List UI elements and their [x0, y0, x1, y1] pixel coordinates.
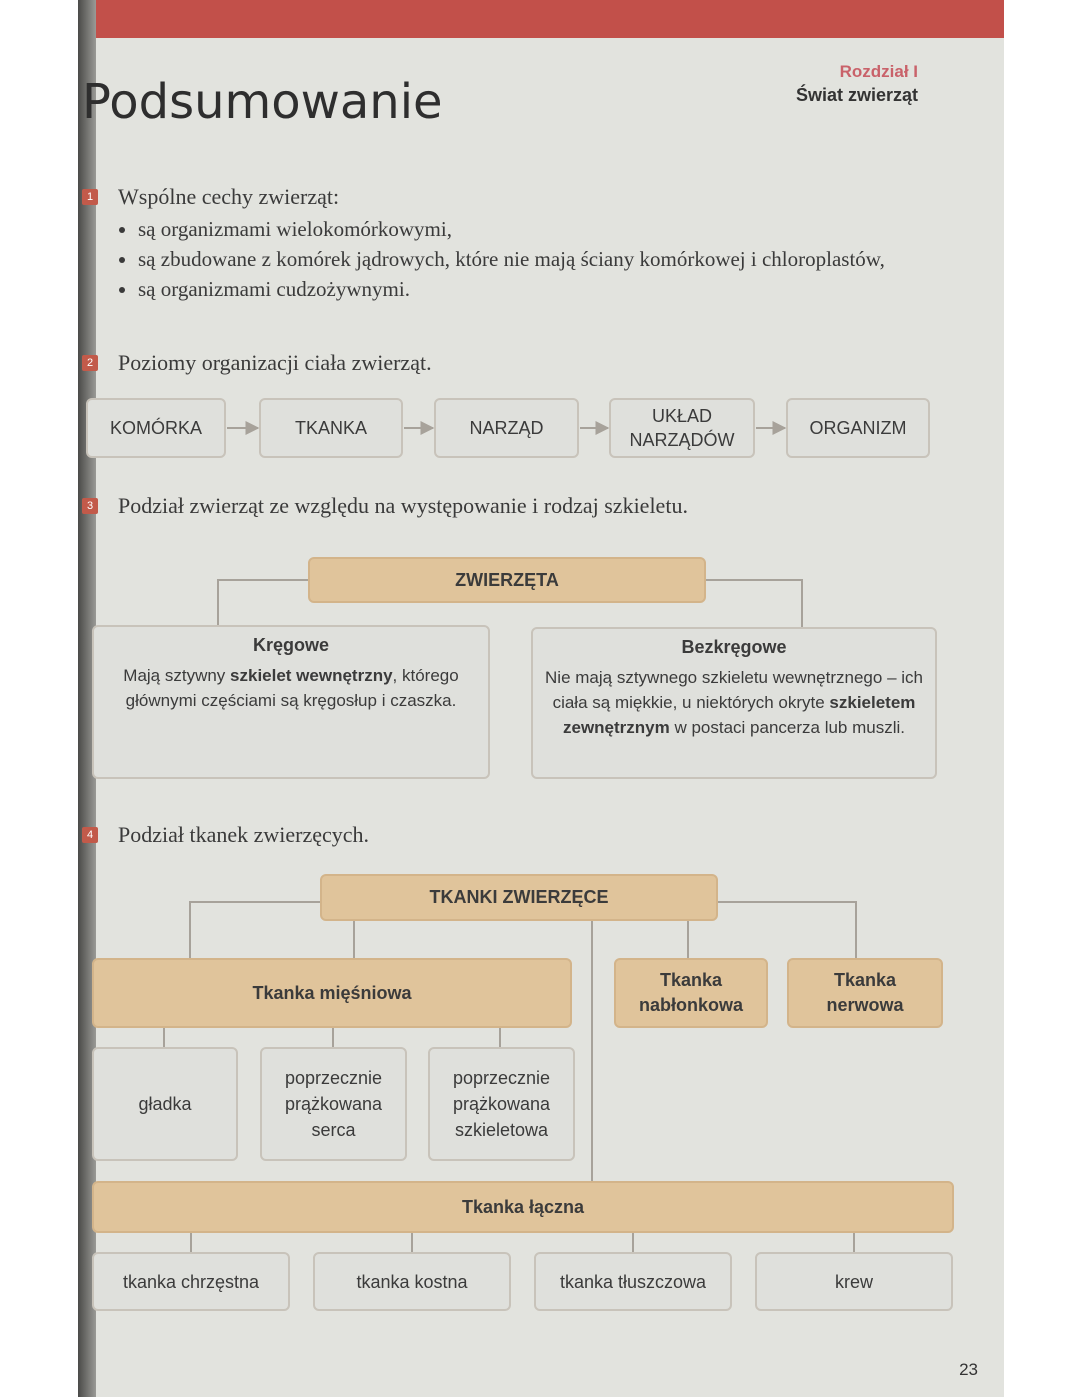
- bone-tissue-box: tkanka kostna: [313, 1252, 511, 1311]
- section-1-title: Wspólne cechy zwierząt:: [118, 184, 340, 209]
- connector-line: [706, 580, 802, 627]
- vertebrates-box: [92, 625, 490, 779]
- common-features-list: [118, 214, 918, 304]
- section-4-heading: [82, 822, 369, 848]
- blood-box: krew: [755, 1252, 953, 1311]
- section-4-title: Podział tkanek zwierzęcych.: [118, 822, 370, 847]
- section-number-badge: 1: [82, 189, 98, 205]
- adipose-tissue-box: tkanka tłuszczowa: [534, 1252, 732, 1311]
- level-organ-box: NARZĄD: [434, 398, 579, 458]
- vertebrates-description: Mają sztywny szkielet wewnętrzny, którego głównymi częściami są kręgosłup i czaszka.: [123, 666, 459, 710]
- level-organ-system-box: UKŁAD NARZĄDÓW: [609, 398, 755, 458]
- list-item: • są organizmami cudzożywnymi.: [138, 274, 918, 304]
- invertebrates-description: Nie mają sztywnego szkieletu wewnętrznego – ich ciała są miękkie, u niektórych okryte szkieletem zewnętrznym w postaci pancerza lub muszli.: [545, 668, 923, 737]
- level-tissue-box: TKANKA: [259, 398, 403, 458]
- page-title: Podsumowanie: [82, 74, 443, 130]
- connector-line: [718, 902, 856, 958]
- section-2-title: Poziomy organizacji ciała zwierząt.: [118, 350, 432, 375]
- level-organism-box: ORGANIZM: [786, 398, 930, 458]
- page-number: 23: [959, 1360, 978, 1379]
- smooth-muscle-box: gładka: [92, 1047, 238, 1161]
- invertebrates-box: [531, 627, 937, 779]
- nervous-tissue-box: Tkanka nerwowa: [787, 958, 943, 1028]
- muscle-tissue-box: Tkanka mięśniowa: [92, 958, 572, 1028]
- connective-tissue-box: Tkanka łączna: [92, 1181, 954, 1233]
- connector-line: [190, 902, 320, 958]
- section-number-badge: 4: [82, 827, 98, 843]
- list-item: • są zbudowane z komórek jądrowych, które nie mają ściany komórkowej i chloroplastów,: [138, 244, 918, 274]
- vertebrates-title: Kręgowe: [252, 635, 330, 655]
- epithelial-tissue-box: Tkanka nabłonkowa: [614, 958, 768, 1028]
- section-1-heading: [82, 184, 339, 210]
- section-number-badge: 2: [82, 355, 98, 371]
- cartilage-tissue-box: tkanka chrzęstna: [92, 1252, 290, 1311]
- section-3-title: Podział zwierząt ze względu na występowanie i rodzaj szkieletu.: [118, 493, 688, 518]
- section-3-heading: [82, 493, 688, 519]
- animals-root-box: ZWIERZĘTA: [308, 557, 706, 603]
- connector-line: [218, 580, 308, 625]
- textbook-page: [78, 0, 1004, 1397]
- invertebrates-title: Bezkręgowe: [681, 637, 787, 657]
- cardiac-muscle-box: poprzecznie prążkowana serca: [260, 1047, 407, 1161]
- level-cell-box: KOMÓRKA: [86, 398, 226, 458]
- skeletal-muscle-box: poprzecznie prążkowana szkieletowa: [428, 1047, 575, 1161]
- list-item: • są organizmami wielokomórkowymi,: [138, 214, 918, 244]
- animal-tissues-root-box: TKANKI ZWIERZĘCE: [320, 874, 718, 921]
- chapter-info: [796, 62, 918, 106]
- chapter-color-band: [78, 0, 1004, 38]
- section-2-heading: [82, 350, 432, 376]
- chapter-name: Świat zwierząt: [795, 85, 918, 105]
- section-number-badge: 3: [82, 498, 98, 514]
- chapter-label: Rozdział I: [839, 62, 918, 81]
